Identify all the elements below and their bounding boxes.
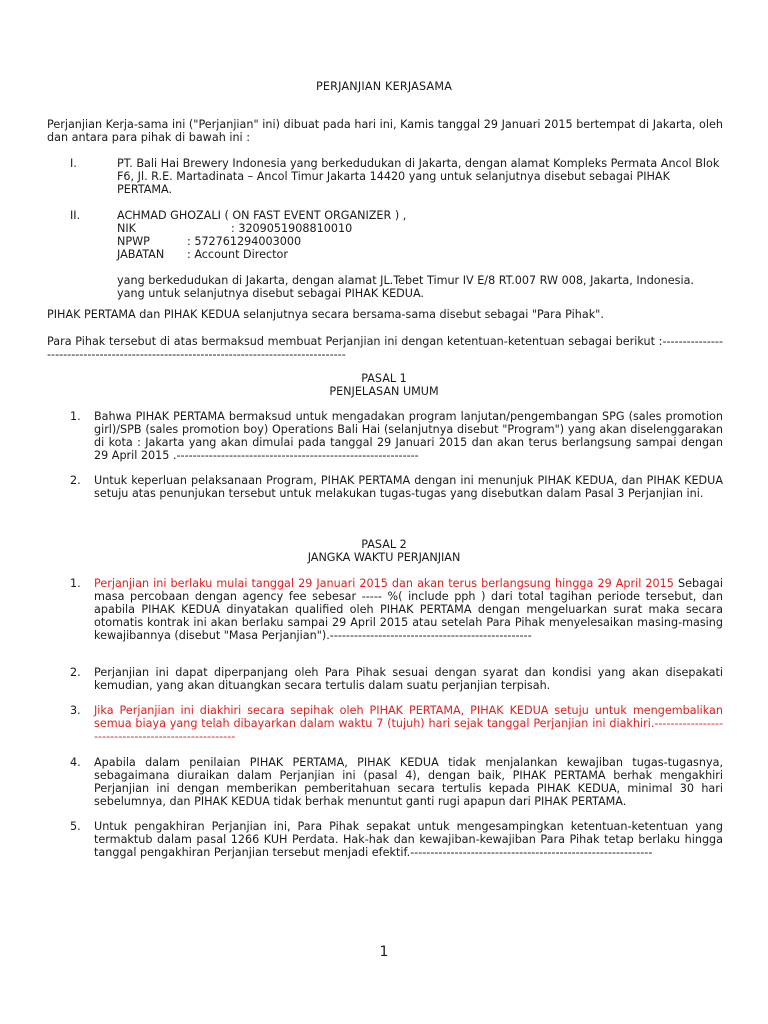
pasal-2-item-3-text: Jika Perjanjian ini diakhiri secara sepihak oleh PIHAK PERTAMA, PIHAK KEDUA setuju untuk mengembalikan semua biaya yang telah dibayarkan dalam waktu 7 (tujuh) hari sejak tanggal Perjanjian ini diakhiri.---------------------------------------------------- — [94, 704, 723, 743]
party-2-address: yang berkedudukan di Jakarta, dengan alamat JL.Tebet Timur IV E/8 RT.007 RW 008, Jakarta, Indonesia. yang untuk selanjutnya disebut sebagai PIHAK KEDUA. — [117, 274, 694, 300]
party-1-number: I. — [70, 157, 77, 170]
pasal-2-item-1-number: 1. — [70, 577, 81, 590]
jabatan-row — [117, 248, 723, 261]
npwp-label: NPWP — [117, 235, 150, 248]
jabatan-value: : Account Director — [187, 248, 288, 261]
para-pihak-paragraph: PIHAK PERTAMA dan PIHAK KEDUA selanjutnya secara bersama-sama disebut sebagai "Para Pihak". — [47, 308, 604, 321]
pasal-2-item-1 — [94, 577, 723, 642]
maksud-paragraph: Para Pihak tersebut di atas bermaksud membuat Perjanjian ini dengan ketentuan-ketentuan sebagai berikut :----------------------------------------------------------------------------------------- — [47, 335, 723, 361]
pasal-1-item-2-text: Untuk keperluan pelaksanaan Program, PIHAK PERTAMA dengan ini menunjuk PIHAK KEDUA, dan PIHAK KEDUA setuju atas penunjukan tersebut untuk melakukan tugas-tugas yang disebutkan dalam Pasal 3 Perjanjian ini. — [94, 474, 723, 500]
party-2-number: II. — [70, 209, 81, 222]
party-2-details — [117, 209, 723, 300]
document-title: PERJANJIAN KERJASAMA — [315, 80, 453, 93]
pasal-2-item-5-number: 5. — [70, 820, 81, 833]
pasal-2-item-2-text: Perjanjian ini dapat diperpanjang oleh Para Pihak sesuai dengan syarat dan kondisi yang akan disepakati kemudian, yang akan dituangkan secara tertulis dalam suatu perjanjian terpisah. — [94, 666, 723, 692]
party-2-name: ACHMAD GHOZALI ( ON FAST EVENT ORGANIZER ) , — [117, 209, 407, 222]
party-1-text: PT. Bali Hai Brewery Indonesia yang berkedudukan di Jakarta, dengan alamat Kompleks Permata Ancol Blok F6, Jl. R.E. Martadinata – Ancol Timur Jakarta 14420 yang untuk selanjutnya disebut sebagai PIHAK PERTAMA. — [117, 157, 720, 196]
nik-row — [117, 222, 723, 235]
npwp-value: : 572761294003000 — [187, 235, 302, 248]
pasal-2-item-2-number: 2. — [70, 666, 81, 679]
pasal-1-heading: PASAL 1 — [361, 372, 407, 385]
pasal-2-item-4-number: 4. — [70, 756, 81, 769]
pasal-1-item-1-number: 1. — [70, 410, 81, 423]
npwp-row — [117, 235, 723, 248]
pasal-2-item-1-text: Sebagai masa percobaan dengan agency fee sebesar ----- %( include pph ) dari total tagihan periode tersebut, dan apabila PIHAK KEDUA dinyatakan qualified oleh PIHAK PERTAMA dengan mengeluarkan surat maka secara otomatis kontrak ini akan berlaku sampai 29 April 2015 atau setelah Para Pihak menyelesaikan masing-masing kewajibannya (disebut "Masa Perjanjian").-------------------------------------------------- — [94, 577, 724, 642]
pasal-2-heading: PASAL 2 — [361, 538, 407, 551]
pasal-2-item-3-number: 3. — [70, 704, 81, 717]
intro-paragraph: Perjanjian Kerja-sama ini ("Perjanjian" ini) dibuat pada hari ini, Kamis tanggal 29 Januari 2015 bertempat di Jakarta, oleh dan antara para pihak di bawah ini : — [47, 118, 723, 144]
pasal-2-subheading: JANGKA WAKTU PERJANJIAN — [307, 551, 461, 564]
page-number: 1 — [379, 944, 389, 960]
pasal-2-item-5-text: Untuk pengakhiran Perjanjian ini, Para Pihak sepakat untuk mengesampingkan ketentuan-ketentuan yang termaktub dalam pasal 1266 KUH Perdata. Hak-hak dan kewajiban-kewajiban Para Pihak tetap berlaku hingga tanggal pengakhiran Perjanjian tersebut menjadi efektif.------------------------------------------------------------ — [94, 820, 723, 859]
pasal-1-subheading: PENJELASAN UMUM — [329, 385, 439, 398]
jabatan-label: JABATAN — [117, 248, 165, 261]
pasal-1-item-1-text: Bahwa PIHAK PERTAMA bermaksud untuk mengadakan program lanjutan/pengembangan SPG (sales promotion girl)/SPB (sales promotion boy) Operations Bali Hai (selanjutnya disebut "Program") yang akan diselenggarakan di kota : Jakarta yang akan dimulai pada tanggal 29 Januari 2015 dan akan terus berlangsung sampai dengan 29 April 2015 .------------------------------------------------------------ — [94, 410, 723, 462]
nik-value: : 3209051908810010 — [231, 222, 353, 235]
pasal-2-item-1-highlight: Perjanjian ini berlaku mulai tanggal 29 Januari 2015 dan akan terus berlangsung hingga 29 April 2015 — [94, 577, 674, 590]
pasal-2-item-4-text: Apabila dalam penilaian PIHAK PERTAMA, PIHAK KEDUA tidak menjalankan kewajiban tugas-tugasnya, sebagaimana diuraikan dalam Perjanjian ini (pasal 4), dengan baik, PIHAK PERTAMA berhak mengakhiri Perjanjian ini dengan memberikan pemberitahuan secara tertulis kepada PIHAK KEDUA, minimal 30 hari sebelumnya, dan PIHAK KEDUA tidak berhak menuntut ganti rugi apapun dari PIHAK PERTAMA. — [94, 756, 723, 808]
nik-label: NIK — [117, 222, 137, 235]
pasal-1-item-2-number: 2. — [70, 474, 81, 487]
